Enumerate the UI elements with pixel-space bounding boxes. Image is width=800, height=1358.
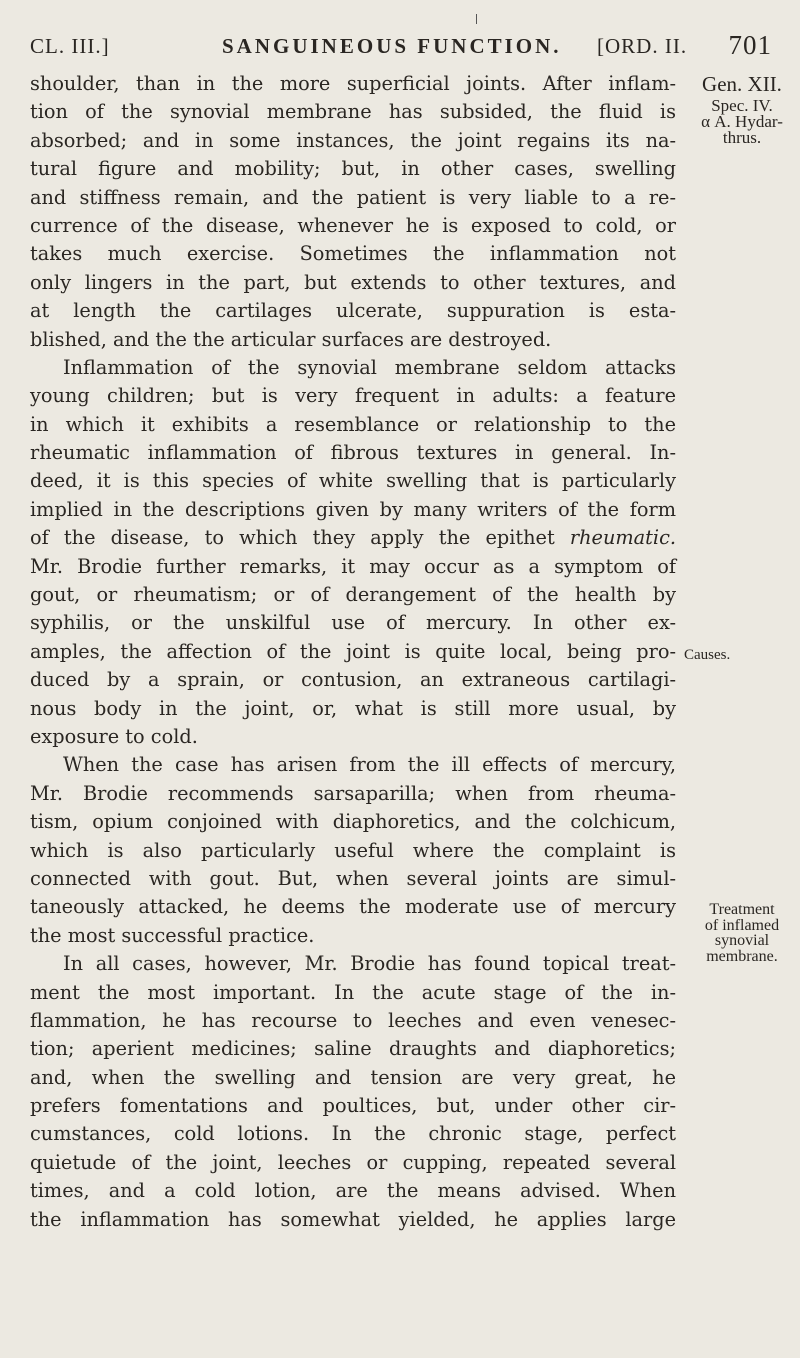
text-line: the inflammation has somewhat yielded, he applies large (30, 1207, 676, 1231)
text-line: gout, or rheumatism; or of derangement of the health by (30, 583, 676, 607)
text-line: blished, and the the articular surfaces are destroyed. (30, 327, 552, 351)
text-line: quietude of the joint, leeches or cupping, repeated several (30, 1150, 676, 1174)
epithet-italic: rheumatic. (569, 526, 676, 550)
text-line: syphilis, or the unskilful use of mercury. In other ex- (30, 611, 676, 635)
header-class: CL. III.] (30, 34, 110, 58)
text-line: duced by a sprain, or contusion, an extraneous cartilagi- (30, 668, 676, 692)
text-line: absorbed; and in some instances, the joint regains its na- (30, 128, 676, 152)
body-text (30, 70, 676, 1234)
margin-species-line: Spec. IV. (711, 96, 773, 115)
text-line: of the disease, to which they apply the epithet rheumatic. (30, 526, 676, 550)
text-line: taneously attacked, he deems the moderate use of mercury (30, 895, 676, 919)
margin-treatment-line: membrane. (706, 947, 778, 965)
margin-treatment-line: Treatment (709, 901, 775, 918)
margin-species-line: α A. Hydar- (701, 112, 783, 131)
margin-treatment (688, 902, 796, 964)
page-number: 701 (728, 30, 772, 60)
text-line: tion; aperient medicines; saline draughts and diaphoretics; (30, 1037, 676, 1061)
header-order: [ORD. II. (597, 34, 688, 58)
text-line: deed, it is this species of white swelling that is particularly (30, 469, 676, 493)
text-line: prefers fomentations and poultices, but, under other cir- (30, 1094, 676, 1118)
text-line: When the case has arisen from the ill effects of mercury, (63, 753, 676, 777)
text-line: Inflammation of the synovial membrane seldom attacks (63, 355, 676, 379)
margin-causes: Causes. (684, 647, 731, 663)
text-line: Mr. Brodie recommends sarsaparilla; when from rheuma- (30, 781, 676, 805)
text-line: rheumatic inflammation of fibrous textures in general. In- (30, 441, 676, 465)
text-line: and stiffness remain, and the patient is very liable to a re- (30, 185, 676, 209)
margin-treatment-line: of inflamed (704, 916, 780, 934)
margin-genus: Gen. XII. (702, 72, 782, 96)
text-line: which is also particularly useful where the complaint is (30, 838, 676, 862)
text-line: tion of the synovial membrane has subsided, the fluid is (30, 100, 676, 124)
text-line: takes much exercise. Sometimes the inflammation not (30, 242, 676, 266)
text-line: implied in the descriptions given by many writers of the form (30, 497, 676, 521)
text-line: the most successful practice. (30, 923, 315, 947)
text-line: Mr. Brodie further remarks, it may occur as a symptom of (30, 554, 676, 578)
print-mark (476, 14, 477, 24)
text-line: currence of the disease, whenever he is exposed to cold, or (30, 213, 676, 237)
margin-species (688, 98, 796, 146)
running-header (22, 28, 772, 68)
text-line: amples, the affection of the joint is quite local, being pro- (30, 639, 676, 663)
text-line: shoulder, than in the more superficial joints. After inflam- (30, 72, 676, 95)
text-line: exposure to cold. (30, 724, 198, 748)
text-line: nous body in the joint, or, what is still more usual, by (30, 696, 676, 720)
text-line: in which it exhibits a resemblance or relationship to the (30, 412, 676, 436)
text-line: cumstances, cold lotions. In the chronic stage, perfect (30, 1122, 676, 1146)
text-line: only lingers in the part, but extends to other textures, and (30, 270, 676, 294)
text-line: times, and a cold lotion, are the means advised. When (30, 1179, 676, 1203)
text-line: young children; but is very frequent in adults: a feature (30, 384, 676, 408)
text-line: tural figure and mobility; but, in other cases, swelling (30, 157, 676, 181)
header-title: SANGUINEOUS FUNCTION. (222, 34, 562, 58)
text-line: flammation, he has recourse to leeches and even venesec- (30, 1008, 676, 1032)
text-line: tism, opium conjoined with diaphoretics, and the colchicum, (30, 810, 676, 834)
margin-species-line: thrus. (722, 128, 762, 147)
text-line: In all cases, however, Mr. Brodie has found topical treat- (63, 952, 676, 976)
text-line: ment the most important. In the acute stage of the in- (30, 980, 676, 1004)
text-line: at length the cartilages ulcerate, suppuration is esta- (30, 299, 676, 323)
text-line: connected with gout. But, when several joints are simul- (30, 866, 676, 890)
text-line: and, when the swelling and tension are very great, he (30, 1065, 676, 1089)
margin-treatment-line: synovial (714, 932, 770, 949)
